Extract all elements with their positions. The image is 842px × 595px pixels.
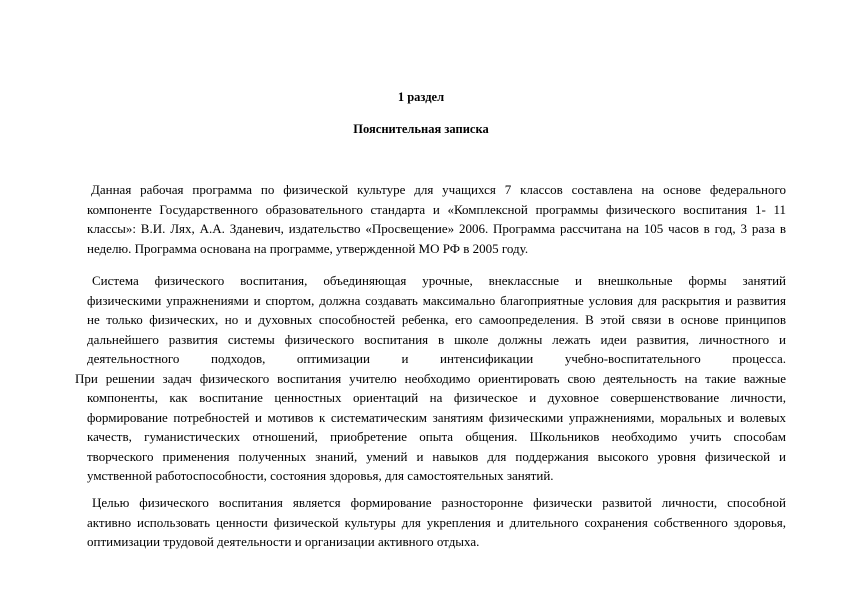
paragraph-line: дальнейшего развития системы физического воспитания в школе должны лежать идеи развития, личностного и xyxy=(87,331,786,347)
paragraph-line: компоненте Государственного образовательного стандарта и «Комплексной программы физического воспитания 1- 11 xyxy=(87,201,786,217)
paragraph-line: физическими упражнениями и спортом, должна создавать максимально благоприятные условия для раскрытия и развития xyxy=(87,292,786,308)
paragraph-line: неделю. Программа основана на программе, утвержденной МО РФ в 2005 году. xyxy=(87,240,529,256)
paragraph-line: деятельностного подходов, оптимизации и интенсификации учебно-воспитательного процесса. xyxy=(87,351,786,366)
paragraph-line: оптимизации трудовой деятельности и организации активного отдыха. xyxy=(87,534,480,549)
paragraph-line: Данная рабочая программа по физической культуре для учащихся 7 классов составлена на основе федерального xyxy=(91,182,786,197)
paragraph-line: не только физических, но и духовных способностей ребенка, его самоопределения. В этой связи в основе принципов xyxy=(87,312,786,327)
paragraph-line: творческого применения полученных знаний, умений и навыков для поддержания высокого уровня физической и xyxy=(87,448,786,464)
paragraph-line: компоненты, как воспитание ценностных ориентаций на физическое и духовное совершенствование личности, xyxy=(87,390,786,405)
paragraph-line: При решении задач физического воспитания учителю необходимо ориентировать свою деятельность на такие важные xyxy=(75,370,786,386)
paragraph-line: классы»: В.И. Лях, А.А. Зданевич, издательство «Просвещение» 2006. Программа рассчитана на 105 часов в год, 3 раза в xyxy=(87,221,786,236)
paragraph-line: качеств, гуманистических отношений, приобретение опыта общения. Школьников необходимо учить способам xyxy=(87,429,786,444)
section-title: Пояснительная записка xyxy=(353,122,489,136)
paragraph-line: Система физического воспитания, объединяющая урочные, внеклассные и внешкольные формы занятий xyxy=(92,273,786,288)
paragraph-education-system xyxy=(75,271,786,486)
paragraph-program-basis xyxy=(87,180,786,258)
paragraph-line: Целью физического воспитания является формирование разносторонне физически развитой личности, способной xyxy=(92,495,786,510)
paragraph-line: умственной работоспособности, состояния здоровья, для самостоятельных занятий. xyxy=(87,468,554,483)
paragraph-line: формирование потребностей и мотивов к систематическим занятиям физическими упражнениями, моральных и волевых xyxy=(87,409,786,425)
section-number: 1 раздел xyxy=(397,90,445,104)
paragraph-line: активно использовать ценности физической культуры для укрепления и длительного сохранения собственного здоровья, xyxy=(87,514,786,530)
paragraph-goal xyxy=(87,493,786,552)
